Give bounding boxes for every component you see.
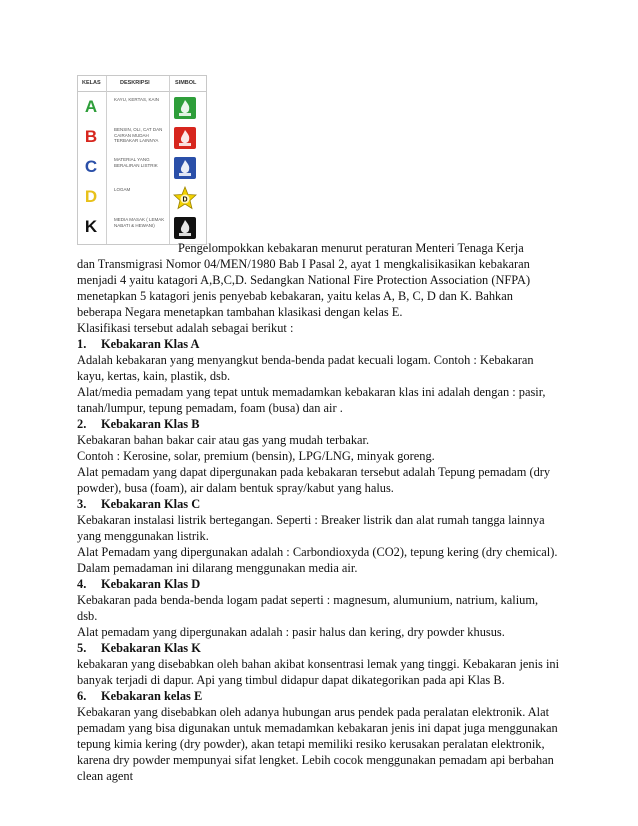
body-text-line: Kebakaran instalasi listrik bertegangan. Seperti : Breaker listrik dan alat rumah tangga lainnya xyxy=(77,513,545,527)
section-title: Kebakaran Klas B xyxy=(101,417,200,431)
body-text-line: powder), busa (foam), air dalam bentuk spray/kabut yang halus. xyxy=(77,481,394,495)
body-text-line: menetapkan 5 katagori jenis penyebab kebakaran, yaitu kelas A, B, C, D dan K. Bahkan xyxy=(77,289,513,303)
body-text-line: Alat/media pemadam yang tepat untuk memadamkan kebakaran klas ini adalah dengan : pasir, xyxy=(77,385,546,399)
section-title: Kebakaran Klas D xyxy=(101,577,201,591)
body-text-line: clean agent xyxy=(77,769,134,783)
fire-class-description: LOGAM xyxy=(114,187,131,192)
body-text-line: pemadam yang bisa digunakan untuk memadamkan kebakaran jenis ini dapat juga menggunakan xyxy=(77,721,558,735)
section-number: 5. xyxy=(77,641,87,655)
body-text-line: Kebakaran pada benda-benda logam padat seperti : magnesum, alumunium, natrium, kalium, xyxy=(77,593,539,607)
body-text-line: dan Transmigrasi Nomor 04/MEN/1980 Bab I Pasal 2, ayat 1 mengkalisikasikan kebakaran xyxy=(77,257,530,271)
electric-plug-fire-icon xyxy=(173,156,197,180)
body-text-line: tepung kimia kering (dry powder), akan tetapi memiliki resiko kerusakan peralatan elektronik, xyxy=(77,737,545,751)
section-number: 2. xyxy=(77,417,87,431)
fire-class-table-header xyxy=(78,76,206,92)
body-text-line: dsb. xyxy=(77,609,98,623)
fire-class-letter: D xyxy=(84,187,98,206)
trash-fire-icon xyxy=(173,96,197,120)
fuel-can-fire-icon xyxy=(173,126,197,150)
body-text-line: menjadi 4 yaitu katagori A,B,C,D. Sedangkan National Fire Protection Association (NFPA) xyxy=(77,273,531,287)
section-number: 6. xyxy=(77,689,87,703)
symbol-letter: D xyxy=(182,196,188,204)
section-heading xyxy=(77,416,199,432)
fire-class-row xyxy=(78,123,206,153)
section-title: Kebakaran Klas K xyxy=(101,641,201,655)
fire-class-row xyxy=(78,213,206,243)
section-heading xyxy=(77,640,201,656)
fire-class-letter: A xyxy=(84,97,98,116)
fire-class-letter: C xyxy=(84,157,98,176)
body-text-line: Kebakaran yang disebabkan oleh adanya hubungan arus pendek pada peralatan elektronik. Alat xyxy=(77,705,550,719)
body-text-line: Kebakaran bahan bakar cair atau gas yang mudah terbakar. xyxy=(77,433,370,447)
section-title: Kebakaran Klas C xyxy=(101,497,201,511)
section-heading xyxy=(77,576,200,592)
fire-class-letter: K xyxy=(84,217,98,236)
fire-class-description: BENSIN, OLI, CAT DAN CAIRAN MUDAH TERBAKAR LAINNYA xyxy=(114,127,163,143)
body-text-line: kebakaran yang disebabkan oleh bahan akibat konsentrasi lemak yang tinggi. Kebakaran jenis ini xyxy=(77,657,560,671)
section-number: 3. xyxy=(77,497,87,511)
body-text-line: Adalah kebakaran yang menyangkut benda-benda padat kecuali logam. Contoh : Kebakaran xyxy=(77,353,534,367)
body-text-line: karena dry powder mempunyai sifat lengket. Lebih cocok menggunakan pemadam api berbahan xyxy=(77,753,554,767)
header-kelas: KELAS xyxy=(82,80,101,86)
body-text-line: Alat pemadam yang dipergunakan adalah : pasir halus dan kering, dry powder khusus. xyxy=(77,625,505,639)
fire-class-row xyxy=(78,153,206,183)
cooking-pan-fire-icon xyxy=(173,216,197,240)
fire-class-description: MEDIA MASAK ( LEMAK NABATI & HEWANI) xyxy=(114,217,165,228)
body-text-line: kayu, kertas, kain, plastik, dsb. xyxy=(77,369,231,383)
body-text-line: Contoh : Kerosine, solar, premium (bensin), LPG/LNG, minyak goreng. xyxy=(77,449,435,463)
body-text-line: banyak terjadi di dapur. Api yang timbul didapur dapat dikategorikan pada api Klas B. xyxy=(77,673,505,687)
section-heading xyxy=(77,336,199,352)
header-simbol: SIMBOL xyxy=(175,80,197,86)
body-text-line: beberapa Negara menetapkan tambahan klasikasi dengan kelas E. xyxy=(77,305,403,319)
body-text-line: tanah/lumpur, tepung pemadam, foam (busa) dan air . xyxy=(77,401,343,415)
fire-class-row xyxy=(78,183,206,213)
body-text-line: Alat Pemadam yang dipergunakan adalah : Carbondioxyda (CO2), tepung kering (dry chemical). xyxy=(77,545,558,559)
fire-class-description: KAYU, KERTAS, KAIN xyxy=(114,97,160,102)
body-text-line: Pengelompokkan kebakaran menurut peraturan Menteri Tenaga Kerja xyxy=(178,241,524,255)
body-text-line: Alat pemadam yang dapat dipergunakan pada kebakaran tersebut adalah Tepung pemadam (dry xyxy=(77,465,551,479)
body-text-line: yang menggunakan listrik. xyxy=(77,529,209,543)
fire-class-table-image xyxy=(77,75,207,245)
fire-class-row xyxy=(78,93,206,123)
section-heading xyxy=(77,688,202,704)
section-heading xyxy=(77,496,200,512)
header-deskripsi: DESKRIPSI xyxy=(120,80,150,86)
metal-star-icon xyxy=(173,186,197,210)
body-text-line: Klasifikasi tersebut adalah sebagai berikut : xyxy=(77,321,294,335)
section-number: 4. xyxy=(77,577,87,591)
section-title: Kebakaran Klas A xyxy=(101,337,200,351)
fire-class-letter: B xyxy=(84,127,98,146)
body-text-line: Dalam pemadaman ini dilarang menggunakan media air. xyxy=(77,561,358,575)
section-number: 1. xyxy=(77,337,87,351)
section-title: Kebakaran kelas E xyxy=(101,689,203,703)
fire-class-description: MATERIAL YANG BERALIRAN LISTRIK xyxy=(114,157,158,168)
